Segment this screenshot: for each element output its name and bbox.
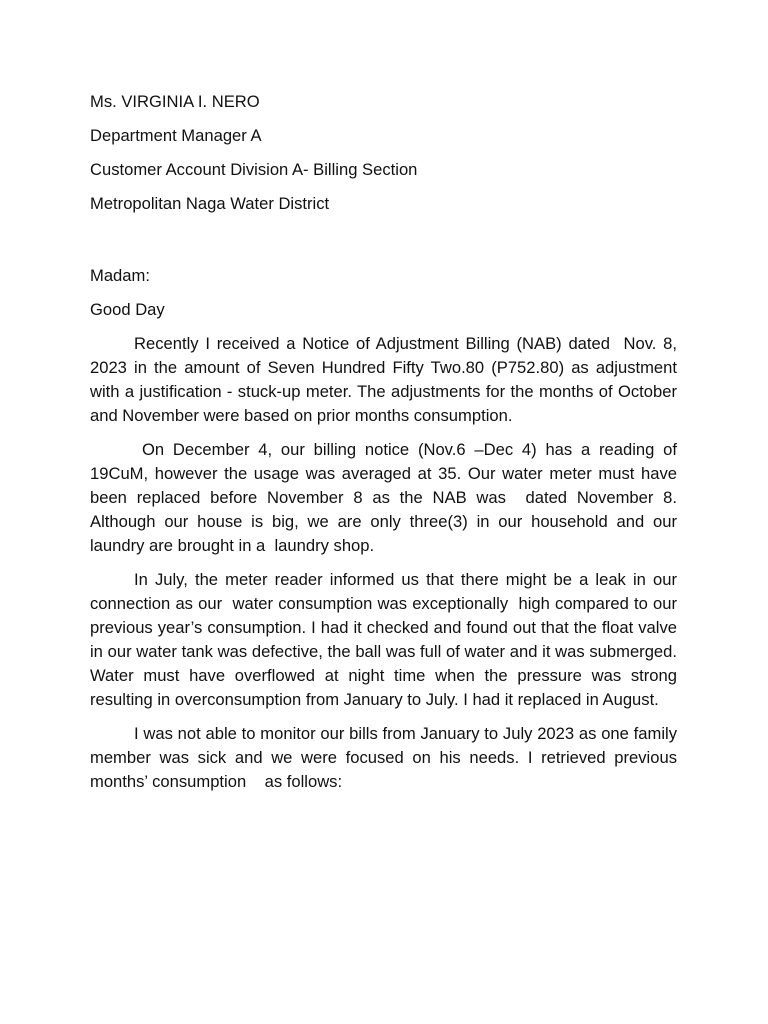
greeting: Good Day	[90, 300, 165, 319]
recipient-division: Customer Account Division A- Billing Section	[90, 160, 418, 179]
body-paragraph-2: On December 4, our billing notice (Nov.6 –Dec 4) has a reading of 19CuM, however the usage was averaged at 35. Our water meter must have been replaced before November 8 as the NAB was dated November 8. Although our house is big, we are only three(3) in our household and our laundry are brought in a laundry shop.	[90, 440, 701, 555]
recipient-position: Department Manager A	[90, 126, 262, 145]
recipient-block	[90, 90, 677, 216]
letter-page	[90, 90, 701, 804]
recipient-name: Ms. VIRGINIA I. NERO	[90, 92, 260, 111]
body-paragraph-3: In July, the meter reader informed us that there might be a leak in our connection as our water consumption was exceptionally high compared to our previous year’s consumption. I had it checked and found out that the float valve in our water tank was defective, the ball was full of water and it was submerged. Water must have overflowed at night time when the pressure was strong resulting in overconsumption from January to July. I had it replaced in August.	[90, 570, 682, 709]
letter-body	[90, 332, 701, 794]
body-paragraph-4: I was not able to monitor our bills from January to July 2023 as one family member was sick and we were focused on his needs. I retrieved previous months’ consumption as follows:	[90, 724, 687, 791]
body-paragraph-1: Recently I received a Notice of Adjustment Billing (NAB) dated Nov. 8, 2023 in the amount of Seven Hundred Fifty Two.80 (P752.80) as adjustment with a justification - stuck-up meter. The adjustments for the months of October and November were based on prior months consumption.	[90, 334, 682, 425]
recipient-organization: Metropolitan Naga Water District	[90, 194, 330, 213]
salutation: Madam:	[90, 266, 150, 285]
